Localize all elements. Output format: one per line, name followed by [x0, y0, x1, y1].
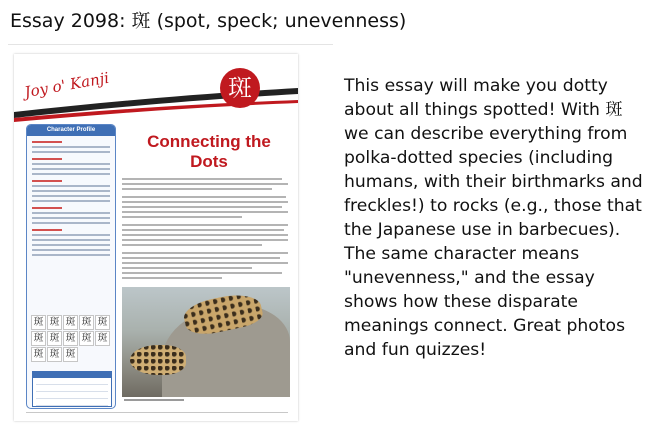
sidebar-line [32, 146, 110, 148]
sidebar-heading: Character Profile [27, 125, 115, 136]
stroke-cell: 斑 [63, 315, 78, 330]
text-line [122, 229, 284, 231]
quiz-box [32, 371, 112, 407]
quiz-row [36, 379, 108, 385]
sidebar-line [32, 217, 110, 219]
sidebar-line [32, 168, 110, 170]
stroke-cell: 斑 [31, 347, 46, 362]
text-line [122, 272, 282, 274]
sidebar-line [32, 212, 110, 214]
article-title: Connecting the Dots [147, 132, 271, 171]
stroke-cell: 斑 [63, 347, 78, 362]
sidebar-line [32, 249, 110, 251]
sidebar-line [32, 222, 110, 224]
kanji-badge: 斑 [220, 68, 260, 108]
text-line [122, 262, 288, 264]
cheetah-photo [122, 287, 290, 397]
sidebar-line [32, 141, 62, 143]
stroke-cell: 斑 [79, 315, 94, 330]
page-footer-line [26, 412, 288, 413]
sidebar-line [32, 229, 62, 231]
joy-o-kanji-logo: Joy o' Kanji [23, 68, 111, 102]
text-line [122, 206, 282, 208]
stroke-cell: 斑 [47, 331, 62, 346]
stroke-cell: 斑 [47, 315, 62, 330]
quiz-row [36, 400, 108, 406]
sidebar-line [32, 200, 110, 202]
title-divider [8, 44, 333, 45]
text-line [122, 234, 288, 236]
sidebar-line [32, 239, 110, 241]
text-line [122, 277, 222, 279]
quiz-header [33, 372, 111, 378]
sidebar-line [32, 190, 110, 192]
stroke-order-grid [31, 315, 111, 362]
text-line [122, 196, 286, 198]
text-line [122, 252, 288, 254]
text-line [122, 188, 272, 190]
essay-title: Essay 2098: 斑 (spot, speck; unevenness) [10, 10, 407, 32]
photo-caption-line [124, 399, 184, 401]
quiz-row [36, 393, 108, 399]
character-profile-sidebar [26, 124, 116, 409]
sidebar-line [32, 207, 62, 209]
text-line [122, 239, 288, 241]
essay-thumbnail[interactable] [14, 54, 298, 421]
text-line [122, 216, 242, 218]
stroke-cell: 斑 [79, 331, 94, 346]
stroke-cell: 斑 [47, 347, 62, 362]
text-line [122, 183, 288, 185]
text-line [122, 244, 262, 246]
stroke-cell: 斑 [95, 331, 110, 346]
essay-description: This essay will make you dotty about all things spotted! With 斑 we can describe everything from polka-dotted species (including humans, with their birthmarks and freckles!) to rocks (e.g., those that the Japanese use in barbecues). The same character means "unevenness," and the essay shows how these disparate meanings connect. Great photos and fun quizzes! [344, 76, 643, 360]
quiz-row [36, 386, 108, 392]
text-line [122, 201, 288, 203]
sidebar-line [32, 195, 110, 197]
stroke-cell: 斑 [95, 315, 110, 330]
sidebar-line [32, 151, 110, 153]
sidebar-line [32, 163, 110, 165]
text-line [122, 257, 280, 259]
stroke-cell: 斑 [31, 331, 46, 346]
stroke-cell: 斑 [31, 315, 46, 330]
text-line [122, 178, 282, 180]
text-line [122, 224, 288, 226]
sidebar-line [32, 185, 110, 187]
sidebar-line [32, 173, 110, 175]
stroke-cell: 斑 [63, 331, 78, 346]
sidebar-line [32, 180, 62, 182]
sidebar-line [32, 234, 110, 236]
article-body-lines [122, 178, 288, 282]
text-line [122, 267, 252, 269]
cheetah-lying [130, 345, 186, 375]
text-line [122, 211, 288, 213]
sidebar-line [32, 254, 110, 256]
sidebar-line [32, 158, 62, 160]
sidebar-line [32, 244, 110, 246]
